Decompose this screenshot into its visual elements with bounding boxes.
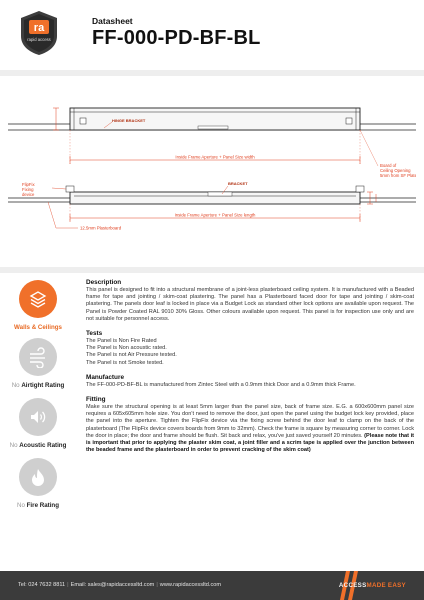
flipfix-label-3: device [22,192,35,197]
test-line: The Panel is not Air Pressure tested. [86,352,177,359]
bracket-label: BRACKET [228,181,248,186]
feature-airtight [0,338,76,389]
footer-brand: ACCESSMADE EASY [338,582,406,589]
flipfix-label-1: FlipFix [22,182,35,187]
fitting-heading: Fitting [86,396,106,404]
description-text: This panel is designed to fit into a structural membrane of a joint-less plasterboard ceiling system. It is manufactured with a Beaded frame for tape and jointing / skim-coat plastering. The panel has a Plasterboard faced door for tape and jointing / skim-coat plastering. The panels door leaf is locked in place via a Budget Lock as standard other lock options are available upon request. The Panel is Powder Coated RAL 9010 30% Gloss. Other colours available upon request. This panel is for inspection use only and are not suitable for personnel access. [86,287,414,322]
footer-contact: Tel: 024 7632 8811 | Email: sales@rapidaccessltd.com | www.rapidaccessltd.com [18,582,222,588]
right-note-1: Board of [380,163,397,168]
footer-tel[interactable]: Tel: 024 7632 8811 [18,582,66,588]
feature-label: No Fire Rating [17,502,59,509]
page-title: FF-000-PD-BF-BL [92,27,261,49]
description-heading: Description [86,279,122,286]
svg-text:ra: ra [33,22,45,34]
footer-web[interactable]: www.rapidaccessltd.com [159,582,222,588]
logo-text: rapid access [27,37,51,42]
speaker-icon [19,398,57,436]
right-note-2: Ceiling Opening [380,168,411,173]
section-length-dimension: Inside Frame Aperture + Panel Size length [174,212,256,218]
feature-label: Walls & Ceilings [14,324,62,331]
feature-acoustic [0,398,76,449]
section-divider [0,267,424,273]
feature-label: No Acoustic Rating [9,442,67,449]
test-line: The Panel is not Smoke tested. [86,359,164,366]
datasheet-content [86,279,414,454]
test-line: The Panel is Non Fire Rated [86,338,157,345]
header-divider [0,70,424,76]
wind-icon [19,338,57,376]
feature-fire [0,458,76,509]
plan-width-dimension: Inside Frame Aperture + Panel Size width [175,154,255,160]
test-line: The Panel is Non acoustic rated. [86,345,167,352]
feature-label: No Airtight Rating [11,382,65,389]
flipfix-label-2: Fixing [22,187,34,192]
layers-icon [19,280,57,318]
tests-heading: Tests [86,330,103,338]
flame-icon [19,458,57,496]
fitting-note: (Please note that it is important that prior to applying the plaster skim coat, a joint filler and a scrim tape is applied over the junction between the beaded frame and the plasterboard in order to prevent cracking of the skim coat) [86,432,414,454]
footer [0,571,424,600]
feature-walls-ceilings [0,280,76,331]
plasterboard-label: 12.5mm Plasterboard [80,225,122,231]
technical-drawing [8,82,416,262]
company-logo [19,10,59,56]
doc-label: Datasheet [92,16,133,26]
manufacture-heading: Manufacture [86,373,124,381]
fitting-text: Make sure the structural opening is at least 5mm larger than the panel size, back of frame size. E.G. a 600x600mm panel size requires a 605x605mm hole size. You don't need to remove the door, just open the panel using the budget lock key provided, place the panel into the aperture. Tighten the FlipFix device via the fixing screw behind the door leaf to clamp on the back of the plasterboard (The FlipFix device covers boards from 9mm to 32mm). Check the frame is square by measuring corner to corner. Lock the door in place; the door and frame should be flush. Sit back and relax, you've just saved yourself 20 minutes. (Please note that it is important that prior to applying the plaster skim coat, a joint filler and a scrim tape is applied over the junction between the beaded frame and the plasterboard in order to prevent cracking of the skim coat) [86,404,414,454]
footer-email[interactable]: Email: sales@rapidaccessltd.com [70,582,155,588]
manufacture-text: The FF-000-PD-BF-BL is manufactured from Zintec Steel with a 0.9mm thick Door and a 0.9mm thick Frame. [86,381,356,388]
right-note-3: 5mm from SF Plate [380,173,416,178]
hinge-bracket-label: HINGE BRACKET [112,118,146,123]
